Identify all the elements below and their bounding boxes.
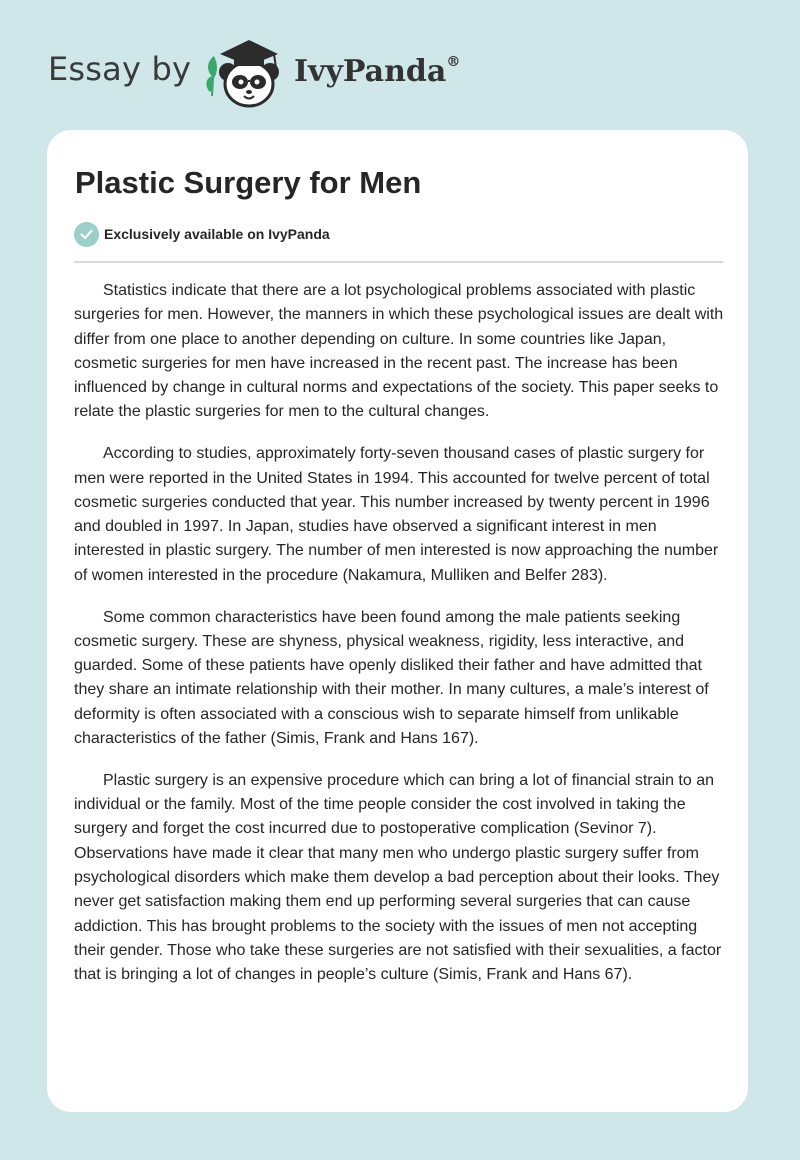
paragraph: According to studies, approximately forty-seven thousand cases of plastic surgery for men were reported in the United States in 1994. This accounted for twelve percent of total cosmetic surgeries conducted that year. This number increased by twenty percent in 1996 and doubled in 1997. In Japan, studies have observed a significant interest in men interested in plastic surgery. The number of men interested is now approaching the number of women interested in the procedure (Nakamura, Mulliken and Belfer 283). (74, 445, 719, 584)
check-circle-icon (74, 222, 99, 247)
essay-card (47, 130, 748, 1112)
site-header (0, 0, 800, 125)
paragraph: Plastic surgery is an expensive procedure which can bring a lot of financial strain to an individual or the family. Most of the time people consider the cost involved in taking the surgery and forget the cost incurred due to postoperative complication (Sevinor 7). Observations have made it clear that many men who undergo plastic surgery suffer from psychological disorders which make them develop a bad perception about their looks. They never get satisfaction making them end up performing several surgeries that can cause addiction. This has brought problems to the society with the issues of men not accepting their gender. Those who take these surgeries are not satisfied with their sexualities, a factor that is bringing a lot of changes in people’s culture (Simis, Frank and Hans 67). (74, 771, 722, 984)
registered-mark: ® (446, 54, 461, 70)
divider (74, 261, 723, 263)
brand-name-text: IvyPanda (294, 54, 447, 89)
page-title: Plastic Surgery for Men (75, 165, 422, 200)
essay-by-label: Essay by (48, 50, 192, 88)
exclusive-badge-label: Exclusively available on IvyPanda (104, 226, 330, 242)
brand-name[interactable] (294, 54, 460, 89)
exclusive-badge (74, 221, 330, 247)
essay-body (74, 279, 724, 1005)
panda-graduate-logo-icon[interactable] (200, 32, 292, 112)
paragraph: Statistics indicate that there are a lot psychological problems associated with plastic surgeries for men. However, the manners in which these psychological issues are dealt with differ from one place to another depending on culture. In some countries like Japan, cosmetic surgeries for men have increased in the recent past. The increase has been influenced by change in cultural norms and expectations of the society. This paper seeks to relate the plastic surgeries for men to the cultural changes. (74, 282, 724, 421)
paragraph: Some common characteristics have been found among the male patients seeking cosmetic surgery. These are shyness, physical weakness, rigidity, less interactive, and guarded. Some of these patients have openly disliked their father and have admitted that they share an intimate relationship with their mother. In many cultures, a male’s interest of deformity is often associated with a conscious wish to separate himself from unlikable characteristics of the father (Simis, Frank and Hans 167). (74, 608, 709, 748)
